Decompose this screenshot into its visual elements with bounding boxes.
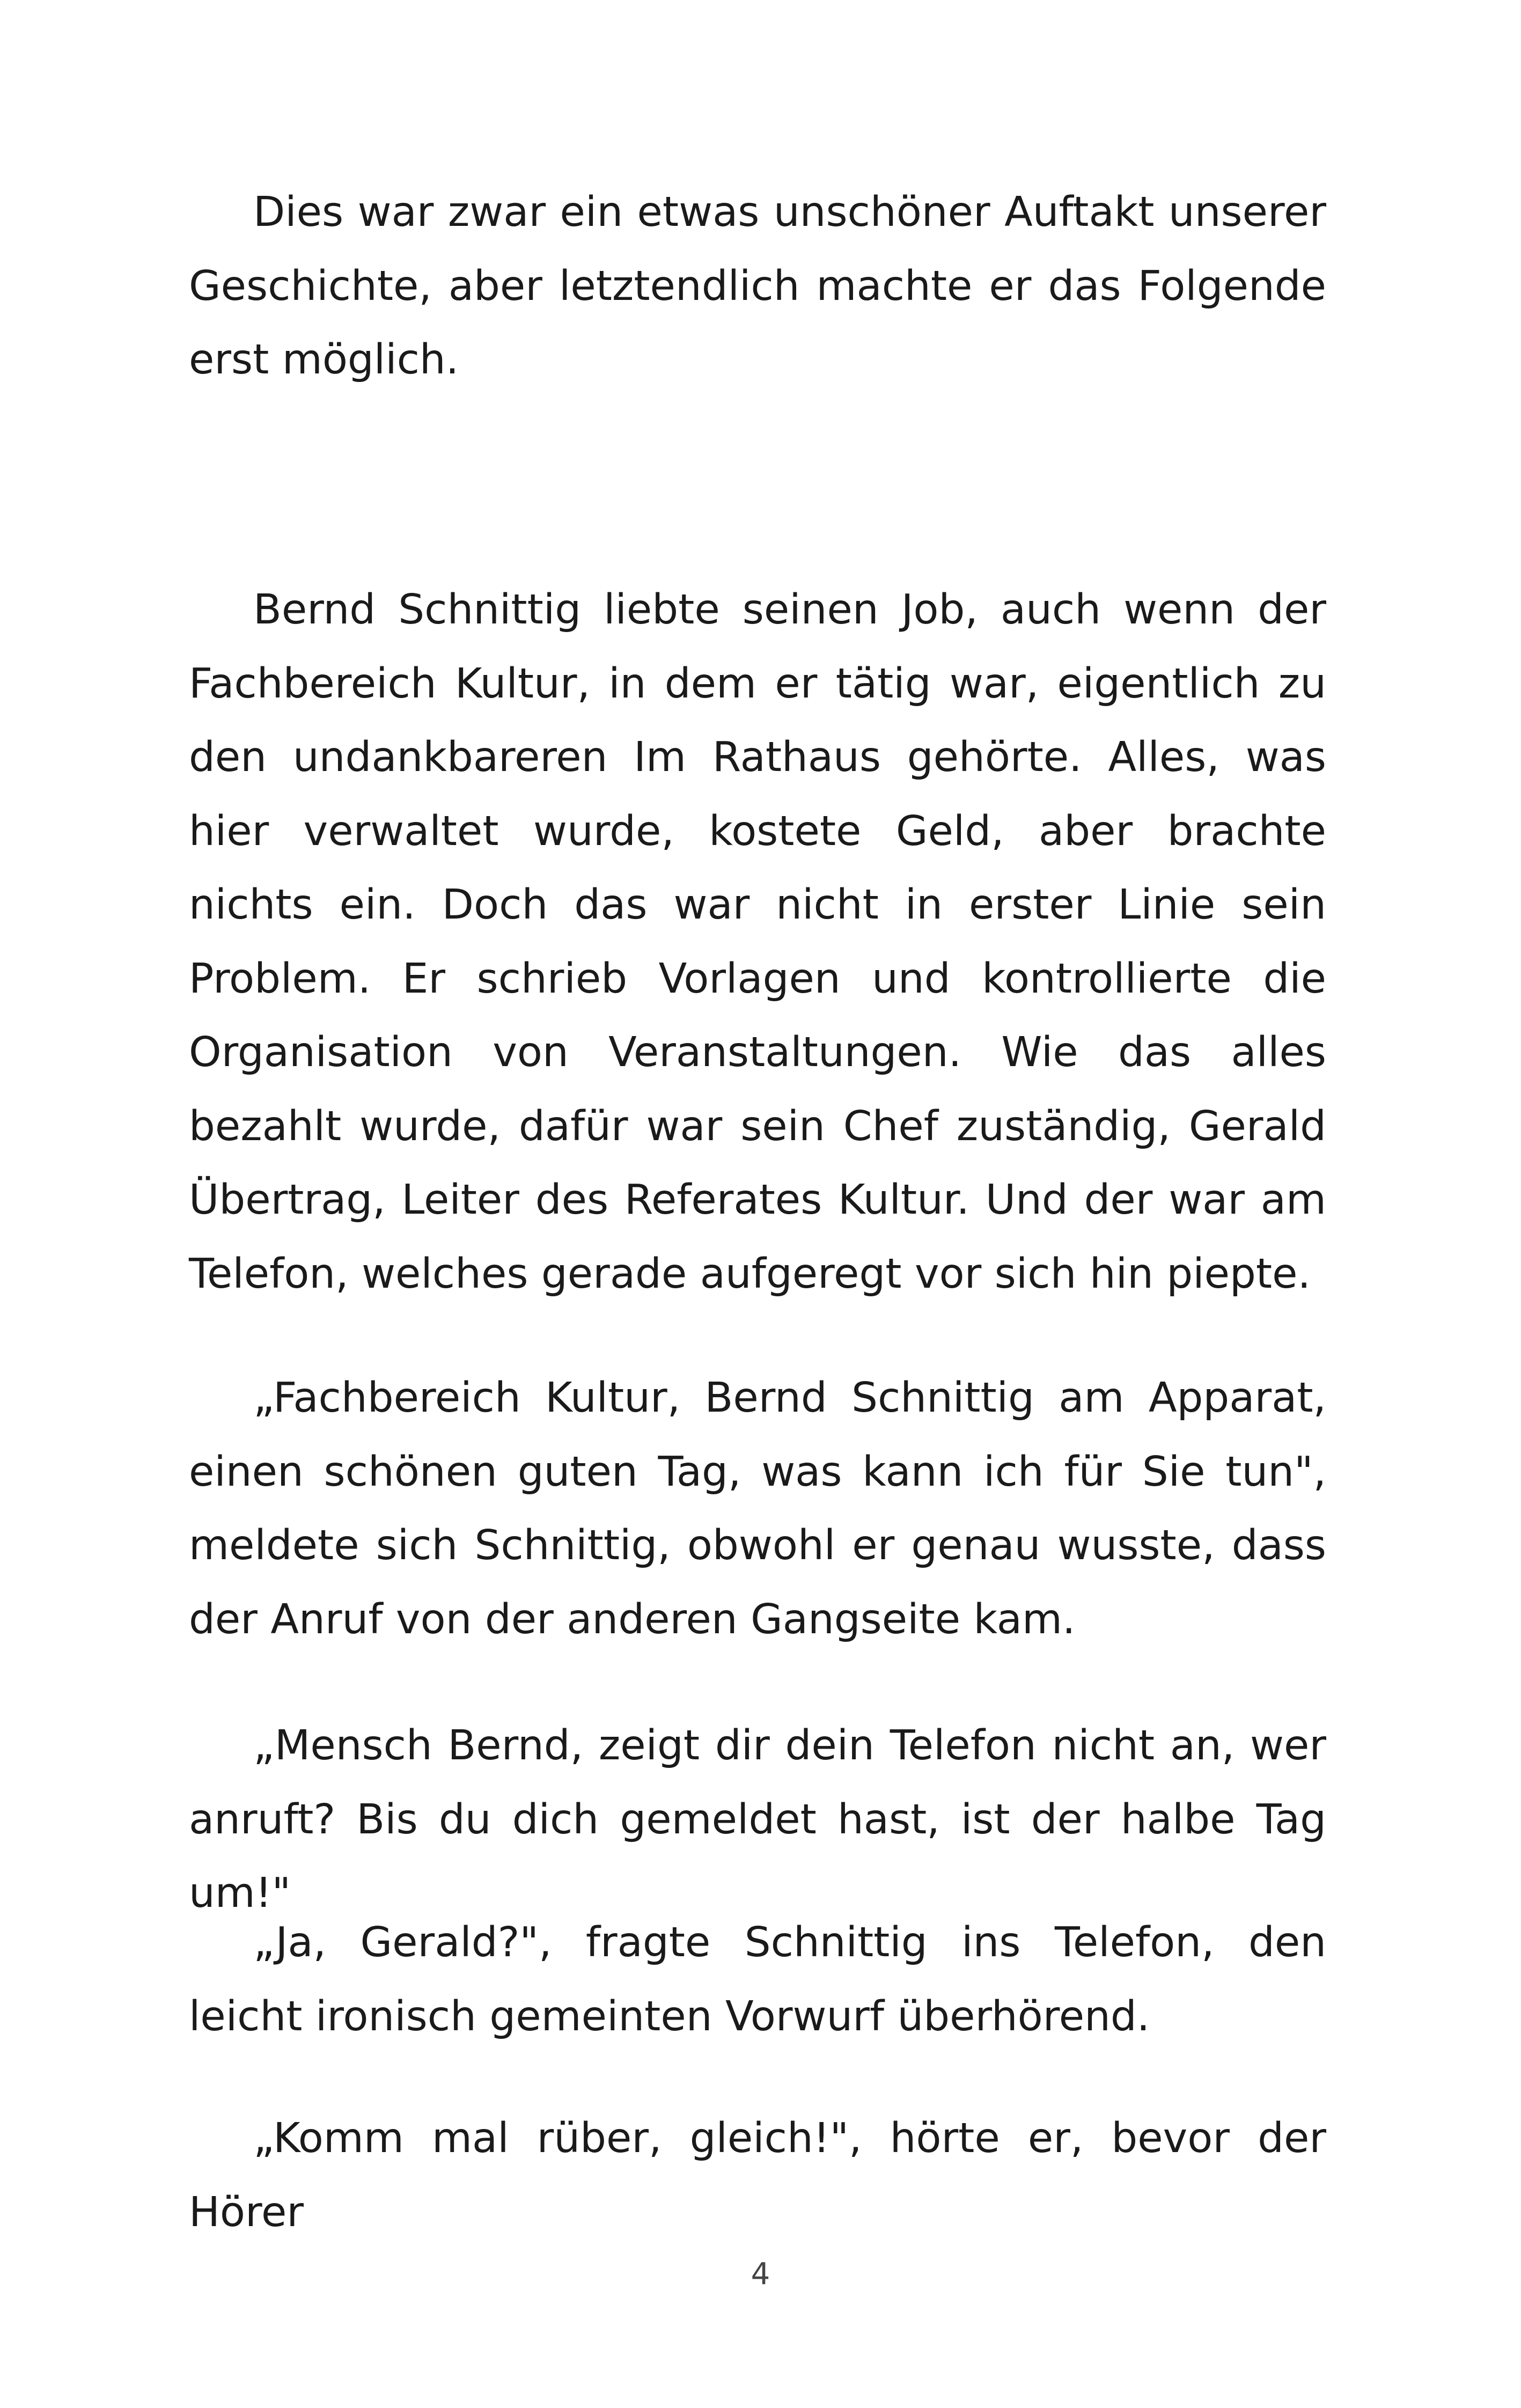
paragraph: „Fachbereich Kultur, Bernd Schnittig am Apparat, einen schönen guten Tag, was kann ich für Sie tun", meldete sich Schnittig, obwohl er genau wusste, dass der Anruf von der anderen Gangseite kam. bbox=[189, 1374, 1326, 1643]
paragraph: „Mensch Bernd, zeigt dir dein Telefon nicht an, wer anruft? Bis du dich gemeldet hast, ist der halbe Tag um!" bbox=[189, 1722, 1326, 1917]
paragraph: Dies war zwar ein etwas unschöner Auftakt unserer Geschichte, aber letztendlich machte er das Folgende erst möglich. bbox=[189, 188, 1326, 384]
paragraph: „Ja, Gerald?", fragte Schnittig ins Telefon, den leicht ironisch gemeinten Vorwurf überhörend. bbox=[189, 1919, 1326, 2040]
paragraph: Bernd Schnittig liebte seinen Job, auch wenn der Fachbereich Kultur, in dem er tätig war, eigentlich zu den undankbareren Im Rathaus gehörte. Alles, was hier verwaltet wurde, kostete Geld, aber brachte nichts ein. Doch das war nicht in erster Linie sein Problem. Er schrieb Vorlagen und kontrollierte die Organisation von Veranstaltungen. Wie das alles bezahlt wurde, dafür war sein Chef zuständig, Gerald Übertrag, Leiter des Referates Kultur. Und der war am Telefon, welches gerade aufgeregt vor sich hin piepte. bbox=[189, 586, 1326, 1298]
page-number: 4 bbox=[751, 2257, 770, 2292]
paragraph: „Komm mal rüber, gleich!", hörte er, bevor der Hörer bbox=[189, 2115, 1326, 2236]
